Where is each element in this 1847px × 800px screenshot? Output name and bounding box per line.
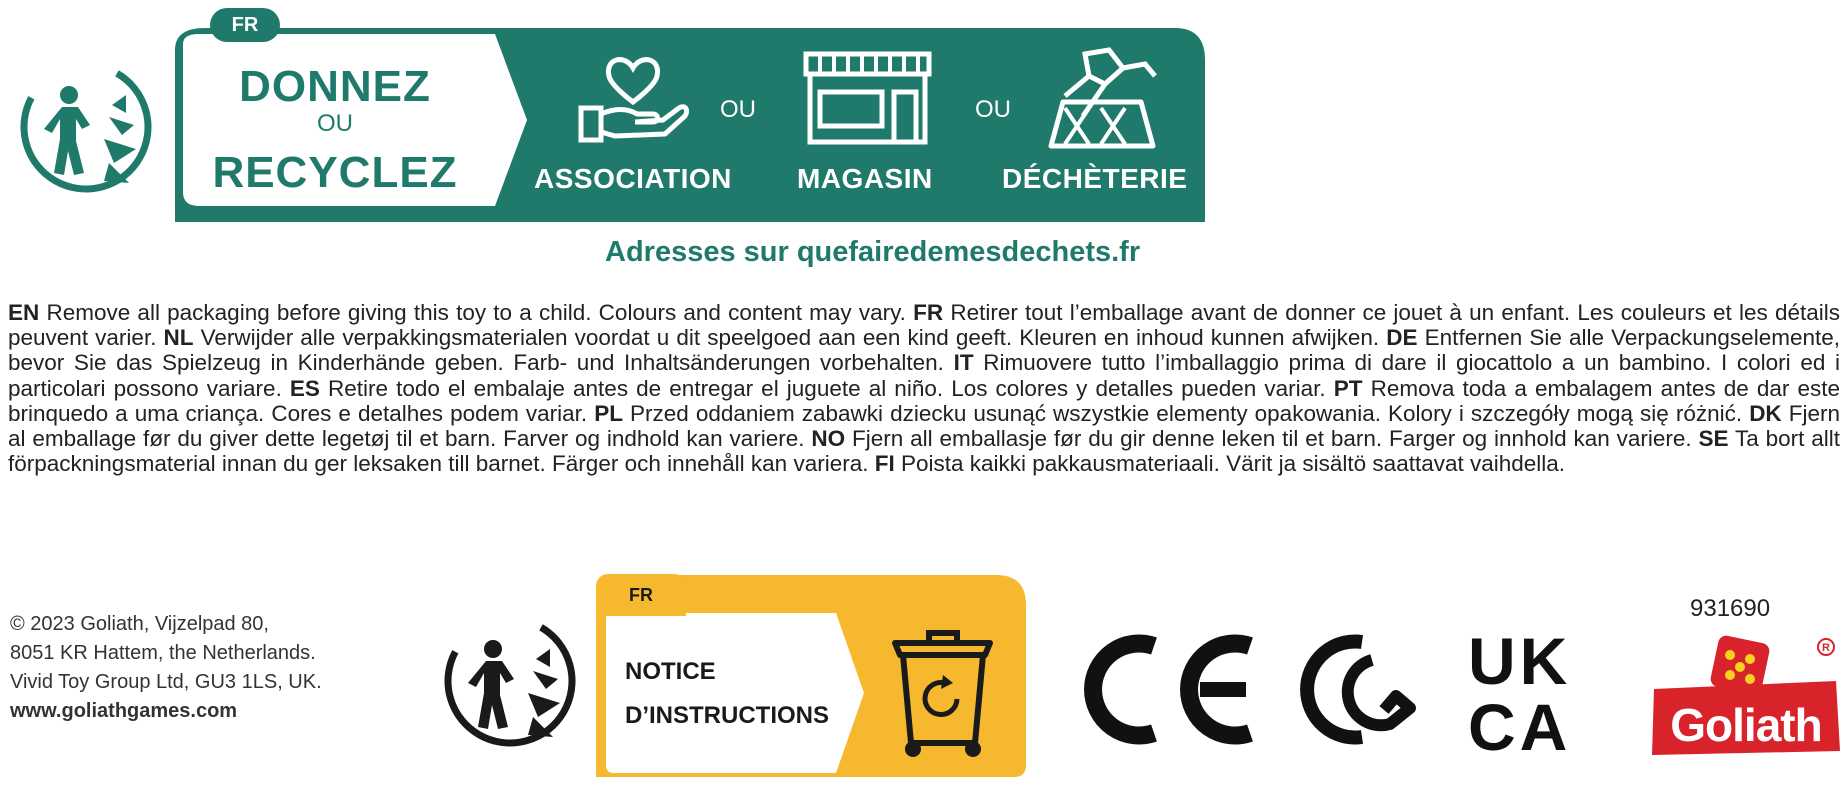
- lang-code-fi: FI: [874, 451, 895, 477]
- lang-code-en: EN: [8, 300, 40, 325]
- lang-code-de: DE: [1386, 325, 1418, 351]
- ce-mark-icon: [1072, 632, 1262, 747]
- warning-text-dk: Fjern al emballage før du giver dette legetøj til et barn. Farver og indhold kan variere.: [8, 400, 1840, 452]
- lang-code-nl: NL: [163, 325, 194, 351]
- product-reference-number: 931690: [1690, 595, 1771, 622]
- ukca-mark: [1468, 624, 1572, 764]
- warning-text-se: Ta bort allt förpackningsmaterial innan du ger leksaken till barnet. Färger och innehåll kan variera.: [8, 426, 1840, 477]
- warning-text-nl: Verwijder alle verpakkingsmaterialen voordat u dit speelgoed aan een kind geeft. Kleuren en inhoud kunnen afwijken.: [193, 325, 1387, 351]
- association-label: ASSOCIATION: [534, 163, 732, 194]
- language-tab-fr: FR: [596, 574, 686, 616]
- warning-text-fi: Poista kaikki pakkausmateriaali. Värit ja sisältö saattavat vaihdella.: [894, 451, 1566, 477]
- warning-text-es: Retire todo el embalaje antes de entregar el juguete al niño. Los colores y detalles pueden variar.: [319, 375, 1334, 401]
- copyright-line-2: 8051 KR Hattem, the Netherlands.: [10, 642, 316, 664]
- warning-text-en: Remove all packaging before giving this toy to a child. Colours and content may vary.: [39, 300, 914, 325]
- wheelie-bin-recycle-icon: [885, 625, 1000, 760]
- shop-icon: [800, 48, 935, 148]
- triman-recycling-icon: [438, 605, 583, 755]
- language-tab-fr: FR: [210, 8, 280, 42]
- waste-disposal-icon: [1045, 46, 1160, 150]
- copyright-line-1: © 2023 Goliath, Vijzelpad 80,: [10, 613, 269, 635]
- lang-code-se: SE: [1698, 426, 1729, 452]
- decheterie-label: DÉCHÈTERIE: [1002, 163, 1188, 194]
- ou-separator-1: OU: [720, 96, 756, 123]
- svg-text:R: R: [1822, 642, 1830, 654]
- warning-text-it: Rimuovere tutto l’imballaggio prima di dare il giocattolo a un bambino. I colori ed i particolari possono variare.: [8, 350, 1840, 401]
- lang-code-dk: DK: [1749, 400, 1782, 426]
- goliath-brand-logo: [1646, 633, 1846, 758]
- lang-code-no: NO: [811, 426, 846, 452]
- magasin-label: MAGASIN: [797, 163, 933, 194]
- ou-connector: OU: [317, 110, 353, 137]
- heart-in-hand-icon: [575, 48, 690, 148]
- notice-line-1: NOTICE: [625, 658, 716, 685]
- copyright-block: [10, 610, 322, 726]
- notice-line-2: D’INSTRUCTIONS: [625, 702, 829, 729]
- warning-text-fr: Retirer tout l’emballage avant de donner ce jouet à un enfant. Les couleurs et les détails peuvent varier.: [8, 300, 1840, 351]
- conformity-c-mark-icon: [1300, 632, 1430, 747]
- address-website-text: Adresses sur quefairedemesdechets.fr: [605, 236, 1141, 268]
- warning-text-pt: Remova toda a embalagem antes de dar este brinquedo a uma criança. Cores e detalhes podem variar.: [8, 375, 1840, 426]
- svg-text:Goliath: Goliath: [1670, 699, 1822, 751]
- copyright-line-3: Vivid Toy Group Ltd, GU3 1LS, UK.: [10, 671, 322, 693]
- ukca-mark-bottom: CA: [1468, 690, 1572, 764]
- ou-separator-2: OU: [975, 96, 1011, 123]
- warning-text-de: Entfernen Sie alle Verpackungselemente, bevor Sie das Spielzeug in Kinderhände geben. Farb- und Inhaltsänderungen vorbehalten.: [8, 325, 1840, 376]
- lang-code-fr: FR: [913, 300, 944, 325]
- recyclez-heading: RECYCLEZ: [212, 148, 458, 197]
- lang-code-pl: PL: [594, 400, 623, 426]
- triman-recycling-icon: [14, 55, 159, 200]
- notice-instructions-text: [625, 650, 829, 738]
- lang-code-it: IT: [953, 350, 974, 376]
- donnez-heading: DONNEZ: [239, 62, 431, 111]
- warning-text-no: Fjern all emballasje før du gir denne leken til et barn. Farger og innhold kan variere.: [845, 426, 1699, 452]
- warning-text-pl: Przed oddaniem zabawki dziecku usunąć wszystkie elementy opakowania. Kolory i szczegóły mogą się różnić.: [623, 400, 1750, 426]
- lang-code-es: ES: [289, 375, 320, 401]
- website-link[interactable]: www.goliathgames.com: [10, 700, 238, 722]
- lang-code-pt: PT: [1333, 375, 1363, 401]
- ukca-mark-top: UK: [1468, 624, 1572, 698]
- safety-warning-paragraph: [8, 300, 1840, 476]
